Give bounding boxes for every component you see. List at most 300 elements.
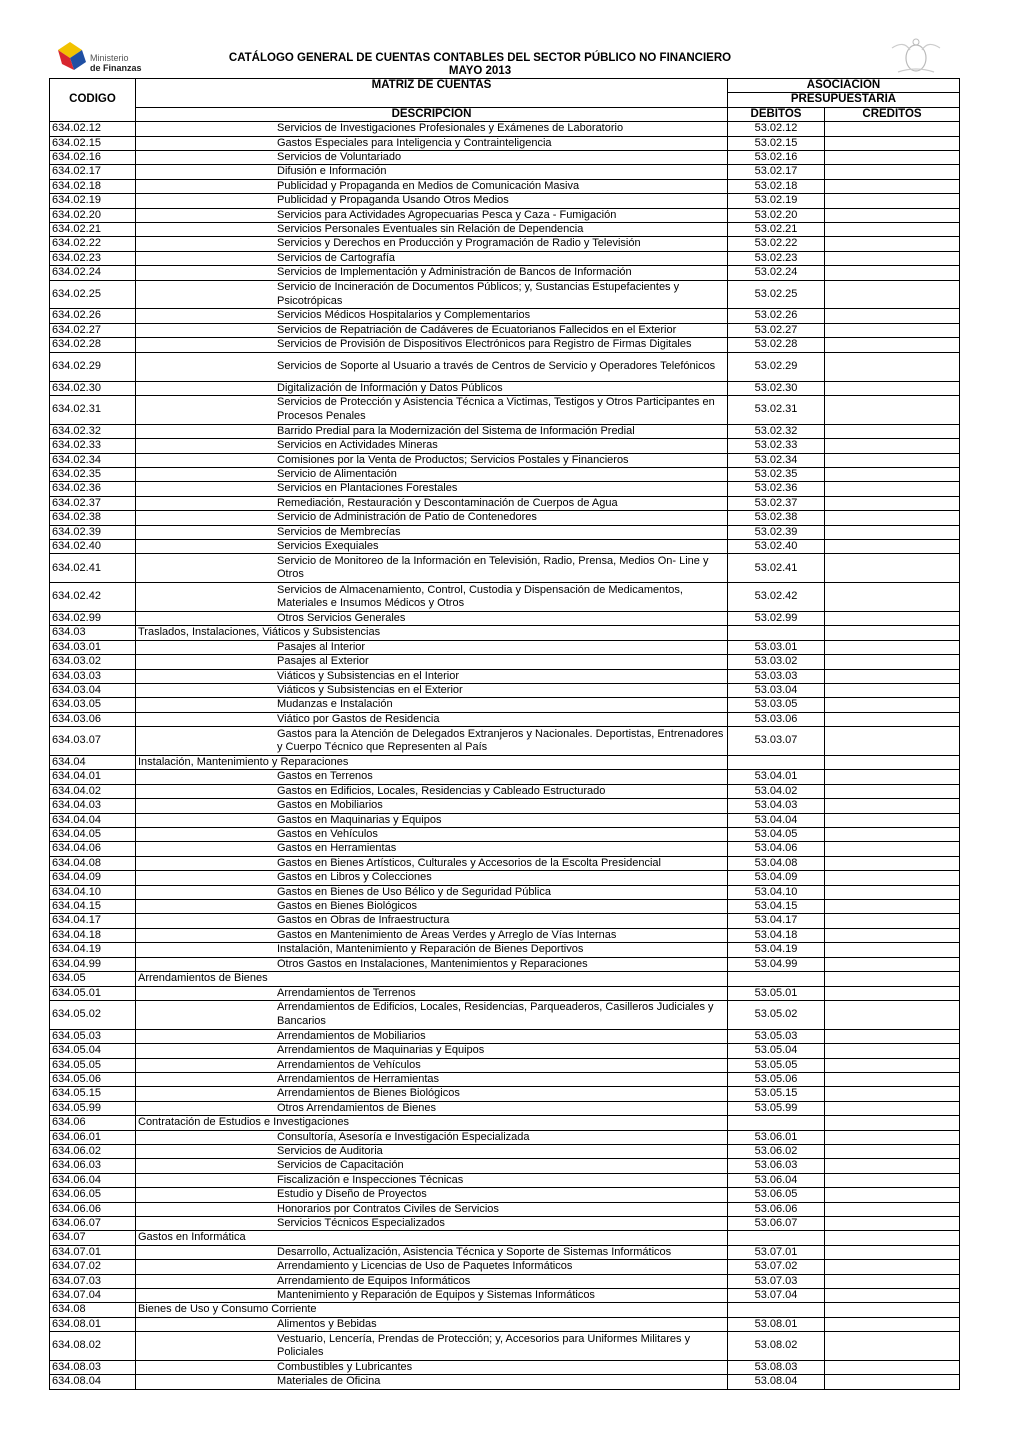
debit-code: 53.02.41 — [728, 554, 825, 583]
debit-code: 53.05.02 — [728, 1000, 825, 1029]
account-description: Barrido Predial para la Modernización del Sistema de Información Predial — [136, 424, 728, 438]
credit-code — [825, 727, 960, 756]
credit-code — [825, 1087, 960, 1101]
credit-code — [825, 611, 960, 625]
account-description: Gastos en Herramientas — [136, 842, 728, 856]
table-row — [50, 338, 960, 352]
account-code: 634.02.24 — [50, 266, 136, 280]
account-description: Servicios Exequiales — [136, 539, 728, 553]
table-row — [50, 1087, 960, 1101]
account-description: Comisiones por la Venta de Productos; Servicios Postales y Financieros — [136, 453, 728, 467]
account-description: Remediación, Restauración y Descontaminación de Cuerpos de Agua — [136, 496, 728, 510]
account-description: Servicios de Capacitación — [136, 1159, 728, 1173]
account-description: Gastos en Vehículos — [136, 828, 728, 842]
debit-code: 53.05.15 — [728, 1087, 825, 1101]
credit-code — [825, 1044, 960, 1058]
debit-code: 53.05.03 — [728, 1029, 825, 1043]
debit-code: 53.08.04 — [728, 1375, 825, 1389]
account-description: Arrendamientos de Bienes Biológicos — [136, 1087, 728, 1101]
account-description: Vestuario, Lencería, Prendas de Protección; y, Accesorios para Uniformes Militares y Policiales — [136, 1332, 728, 1361]
debit-code: 53.02.34 — [728, 453, 825, 467]
credit-code — [825, 626, 960, 640]
debit-code: 53.06.04 — [728, 1173, 825, 1187]
table-row — [50, 1231, 960, 1245]
debit-code: 53.02.26 — [728, 309, 825, 323]
credit-code — [825, 1260, 960, 1274]
table-row — [50, 1216, 960, 1230]
table-row — [50, 1072, 960, 1086]
credit-code — [825, 770, 960, 784]
debit-code: 53.05.99 — [728, 1101, 825, 1115]
account-description: Fiscalización e Inspecciones Técnicas — [136, 1173, 728, 1187]
account-code: 634.05.99 — [50, 1101, 136, 1115]
account-description: Gastos en Obras de Infraestructura — [136, 914, 728, 928]
account-code: 634.02.35 — [50, 467, 136, 481]
credit-code — [825, 1116, 960, 1130]
debit-code: 53.04.09 — [728, 871, 825, 885]
account-description: Servicios en Actividades Mineras — [136, 439, 728, 453]
table-row — [50, 756, 960, 770]
credit-code — [825, 208, 960, 222]
title-line-1: CATÁLOGO GENERAL DE CUENTAS CONTABLES DEL SECTOR PÚBLICO NO FINANCIERO — [228, 52, 732, 64]
account-description: Difusión e Información — [136, 165, 728, 179]
table-row — [50, 1289, 960, 1303]
debit-code: 53.07.04 — [728, 1289, 825, 1303]
credit-code — [825, 856, 960, 870]
account-description: Servicios y Derechos en Producción y Programación de Radio y Televisión — [136, 237, 728, 251]
debit-code: 53.02.25 — [728, 280, 825, 309]
account-code: 634.04.10 — [50, 885, 136, 899]
credit-code — [825, 828, 960, 842]
debit-code: 53.02.33 — [728, 439, 825, 453]
credit-code — [825, 266, 960, 280]
debit-code: 53.02.21 — [728, 223, 825, 237]
account-code: 634.02.27 — [50, 323, 136, 337]
account-description: Servicios Personales Eventuales sin Relación de Dependencia — [136, 223, 728, 237]
debit-code: 53.03.03 — [728, 669, 825, 683]
credit-code — [825, 712, 960, 726]
header-codigo: CODIGO — [50, 79, 136, 122]
credit-code — [825, 583, 960, 612]
table-row — [50, 683, 960, 697]
account-code: 634.07.02 — [50, 1260, 136, 1274]
credit-code — [825, 1101, 960, 1115]
debit-code: 53.02.24 — [728, 266, 825, 280]
debit-code: 53.02.99 — [728, 611, 825, 625]
table-row — [50, 914, 960, 928]
credit-code — [825, 381, 960, 395]
account-description: Pasajes al Exterior — [136, 655, 728, 669]
account-description: Mantenimiento y Reparación de Equipos y Sistemas Informáticos — [136, 1289, 728, 1303]
account-code: 634.02.15 — [50, 136, 136, 150]
debit-code: 53.05.04 — [728, 1044, 825, 1058]
account-code: 634.03.03 — [50, 669, 136, 683]
debit-code: 53.04.17 — [728, 914, 825, 928]
account-code: 634.07.03 — [50, 1274, 136, 1288]
credit-code — [825, 943, 960, 957]
table-row — [50, 309, 960, 323]
account-code: 634.05.04 — [50, 1044, 136, 1058]
credit-code — [825, 1000, 960, 1029]
debit-code: 53.08.03 — [728, 1361, 825, 1375]
debit-code: 53.03.01 — [728, 640, 825, 654]
credit-code — [825, 539, 960, 553]
header-descripcion: DESCRIPCION — [136, 107, 728, 121]
account-code: 634.05 — [50, 972, 136, 986]
logo-line-1: Ministerio — [90, 53, 129, 63]
account-code: 634.02.34 — [50, 453, 136, 467]
credit-code — [825, 842, 960, 856]
account-description: Servicio de Monitoreo de la Información en Televisión, Radio, Prensa, Medios On- Line y Otros — [136, 554, 728, 583]
account-description: Honorarios por Contratos Civiles de Servicios — [136, 1202, 728, 1216]
table-row — [50, 1361, 960, 1375]
account-description: Servicio de Administración de Patio de Contenedores — [136, 511, 728, 525]
table-row — [50, 986, 960, 1000]
credit-code — [825, 1274, 960, 1288]
account-description: Servicios de Provisión de Dispositivos Electrónicos para Registro de Firmas Digitales — [136, 338, 728, 352]
account-description: Servicios de Soporte al Usuario a través de Centros de Servicio y Operadores Telefónicos — [136, 352, 728, 381]
debit-code: 53.07.03 — [728, 1274, 825, 1288]
account-code: 634.02.12 — [50, 122, 136, 136]
account-code: 634.03.07 — [50, 727, 136, 756]
account-description: Servicios de Membrecías — [136, 525, 728, 539]
account-description: Servicios de Voluntariado — [136, 151, 728, 165]
account-code: 634.02.28 — [50, 338, 136, 352]
credit-code — [825, 136, 960, 150]
debit-code: 53.04.19 — [728, 943, 825, 957]
credit-code — [825, 1058, 960, 1072]
credit-code — [825, 179, 960, 193]
account-description: Gastos en Edificios, Locales, Residencias y Cableado Estructurado — [136, 784, 728, 798]
debit-code: 53.04.99 — [728, 957, 825, 971]
table-row — [50, 784, 960, 798]
debit-code: 53.05.06 — [728, 1072, 825, 1086]
debit-code: 53.06.02 — [728, 1144, 825, 1158]
account-description: Materiales de Oficina — [136, 1375, 728, 1389]
table-row — [50, 395, 960, 424]
coat-of-arms-icon — [888, 36, 944, 76]
table-row — [50, 122, 960, 136]
debit-code: 53.02.27 — [728, 323, 825, 337]
header-creditos: CRÉDITOS — [825, 107, 960, 121]
debit-code: 53.02.15 — [728, 136, 825, 150]
account-code: 634.08.04 — [50, 1375, 136, 1389]
table-row — [50, 972, 960, 986]
account-description: Gastos en Informática — [136, 1231, 728, 1245]
table-row — [50, 1159, 960, 1173]
account-description: Arrendamientos de Mobiliarios — [136, 1029, 728, 1043]
credit-code — [825, 756, 960, 770]
table-row — [50, 655, 960, 669]
credit-code — [825, 122, 960, 136]
debit-code: 53.04.10 — [728, 885, 825, 899]
account-description: Gastos en Mantenimiento de Áreas Verdes y Arreglo de Vías Internas — [136, 928, 728, 942]
account-description: Arrendamientos de Edificios, Locales, Residencias, Parqueaderos, Casilleros Judiciales y Bancarios — [136, 1000, 728, 1029]
table-row — [50, 467, 960, 481]
account-code: 634.05.06 — [50, 1072, 136, 1086]
account-code: 634.04.01 — [50, 770, 136, 784]
account-description: Arrendamientos de Vehículos — [136, 1058, 728, 1072]
credit-code — [825, 237, 960, 251]
account-description: Servicios de Investigaciones Profesionales y Exámenes de Laboratorio — [136, 122, 728, 136]
credit-code — [825, 280, 960, 309]
account-code: 634.04.02 — [50, 784, 136, 798]
debit-code: 53.02.38 — [728, 511, 825, 525]
credit-code — [825, 424, 960, 438]
credit-code — [825, 352, 960, 381]
header-matriz: MATRIZ DE CUENTAS — [136, 79, 728, 108]
table-row — [50, 424, 960, 438]
debit-code — [728, 1116, 825, 1130]
credit-code — [825, 1303, 960, 1317]
account-code: 634.06.05 — [50, 1188, 136, 1202]
account-description: Arrendamientos de Herramientas — [136, 1072, 728, 1086]
credit-code — [825, 900, 960, 914]
credit-code — [825, 309, 960, 323]
debit-code: 53.02.28 — [728, 338, 825, 352]
debit-code: 53.02.42 — [728, 583, 825, 612]
debit-code: 53.02.30 — [728, 381, 825, 395]
account-description: Otros Gastos en Instalaciones, Mantenimientos y Reparaciones — [136, 957, 728, 971]
account-code: 634.02.21 — [50, 223, 136, 237]
debit-code: 53.05.05 — [728, 1058, 825, 1072]
debit-code — [728, 1303, 825, 1317]
account-description: Viáticos y Subsistencias en el Interior — [136, 669, 728, 683]
debit-code: 53.08.02 — [728, 1332, 825, 1361]
table-row — [50, 1044, 960, 1058]
account-code: 634.06.06 — [50, 1202, 136, 1216]
account-code: 634.04.04 — [50, 813, 136, 827]
document-title — [200, 52, 760, 78]
debit-code: 53.04.06 — [728, 842, 825, 856]
account-code: 634.02.40 — [50, 539, 136, 553]
table-row — [50, 1188, 960, 1202]
account-description: Servicio de Alimentación — [136, 467, 728, 481]
credit-code — [825, 395, 960, 424]
account-code: 634.02.18 — [50, 179, 136, 193]
table-row — [50, 712, 960, 726]
account-code: 634.03.04 — [50, 683, 136, 697]
account-description: Publicidad y Propaganda Usando Otros Medios — [136, 194, 728, 208]
credit-code — [825, 698, 960, 712]
table-row — [50, 496, 960, 510]
account-code: 634.04.99 — [50, 957, 136, 971]
table-row — [50, 453, 960, 467]
account-description: Viáticos y Subsistencias en el Exterior — [136, 683, 728, 697]
account-code: 634.02.17 — [50, 165, 136, 179]
title-line-2: MAYO 2013 — [448, 65, 512, 77]
account-code: 634.07.04 — [50, 1289, 136, 1303]
account-description: Servicios de Cartografía — [136, 251, 728, 265]
table-row — [50, 871, 960, 885]
account-description: Mudanzas e Instalación — [136, 698, 728, 712]
account-code: 634.03.05 — [50, 698, 136, 712]
debit-code: 53.02.40 — [728, 539, 825, 553]
debit-code: 53.02.19 — [728, 194, 825, 208]
table-row — [50, 1029, 960, 1043]
account-description: Servicios de Auditoria — [136, 1144, 728, 1158]
credit-code — [825, 1159, 960, 1173]
account-description: Arrendamientos de Maquinarias y Equipos — [136, 1044, 728, 1058]
account-description: Arrendamiento de Equipos Informáticos — [136, 1274, 728, 1288]
debit-code: 53.06.03 — [728, 1159, 825, 1173]
debit-code: 53.07.02 — [728, 1260, 825, 1274]
credit-code — [825, 1130, 960, 1144]
debit-code — [728, 626, 825, 640]
account-description: Servicios de Implementación y Administración de Bancos de Información — [136, 266, 728, 280]
table-row — [50, 626, 960, 640]
credit-code — [825, 323, 960, 337]
credit-code — [825, 799, 960, 813]
account-code: 634.02.19 — [50, 194, 136, 208]
table-row — [50, 698, 960, 712]
account-description: Instalación, Mantenimiento y Reparaciones — [136, 756, 728, 770]
debit-code: 53.04.18 — [728, 928, 825, 942]
table-row — [50, 727, 960, 756]
header-debitos: DÉBITOS — [728, 107, 825, 121]
table-row — [50, 669, 960, 683]
account-code: 634.08 — [50, 1303, 136, 1317]
table-row — [50, 1173, 960, 1187]
account-code: 634.04.09 — [50, 871, 136, 885]
table-row — [50, 280, 960, 309]
credit-code — [825, 1173, 960, 1187]
account-description: Gastos en Mobiliarios — [136, 799, 728, 813]
account-description: Servicios Médicos Hospitalarios y Complementarios — [136, 309, 728, 323]
table-body — [50, 122, 960, 1390]
credit-code — [825, 1245, 960, 1259]
table-row — [50, 1245, 960, 1259]
credit-code — [825, 640, 960, 654]
table-row — [50, 583, 960, 612]
table-row — [50, 151, 960, 165]
account-code: 634.02.26 — [50, 309, 136, 323]
account-code: 634.02.23 — [50, 251, 136, 265]
table-header — [50, 79, 960, 122]
credit-code — [825, 554, 960, 583]
table-row — [50, 1332, 960, 1361]
account-description: Servicios para Actividades Agropecuarias Pesca y Caza - Fumigación — [136, 208, 728, 222]
page-header — [0, 0, 1024, 80]
table-row — [50, 1274, 960, 1288]
debit-code: 53.02.16 — [728, 151, 825, 165]
table-row — [50, 828, 960, 842]
account-description: Otros Arrendamientos de Bienes — [136, 1101, 728, 1115]
account-code: 634.02.20 — [50, 208, 136, 222]
credit-code — [825, 972, 960, 986]
account-description: Contratación de Estudios e Investigaciones — [136, 1116, 728, 1130]
table-row — [50, 1144, 960, 1158]
account-code: 634.04.19 — [50, 943, 136, 957]
debit-code: 53.06.07 — [728, 1216, 825, 1230]
debit-code: 53.06.01 — [728, 1130, 825, 1144]
credit-code — [825, 439, 960, 453]
credit-code — [825, 511, 960, 525]
ministerio-logo-text — [90, 53, 142, 73]
table-row — [50, 482, 960, 496]
table-row — [50, 381, 960, 395]
debit-code: 53.04.05 — [728, 828, 825, 842]
account-code: 634.02.37 — [50, 496, 136, 510]
account-description: Arrendamientos de Bienes — [136, 972, 728, 986]
account-code: 634.02.33 — [50, 439, 136, 453]
account-code: 634.06 — [50, 1116, 136, 1130]
account-code: 634.04.06 — [50, 842, 136, 856]
table-row — [50, 439, 960, 453]
credit-code — [825, 885, 960, 899]
credit-code — [825, 1332, 960, 1361]
account-code: 634.02.22 — [50, 237, 136, 251]
table-row — [50, 237, 960, 251]
credit-code — [825, 986, 960, 1000]
debit-code: 53.04.01 — [728, 770, 825, 784]
credit-code — [825, 784, 960, 798]
table-row — [50, 194, 960, 208]
table-row — [50, 266, 960, 280]
account-description: Servicios Técnicos Especializados — [136, 1216, 728, 1230]
credit-code — [825, 1188, 960, 1202]
debit-code: 53.02.29 — [728, 352, 825, 381]
account-description: Estudio y Diseño de Proyectos — [136, 1188, 728, 1202]
credit-code — [825, 1317, 960, 1331]
table-row — [50, 1101, 960, 1115]
debit-code: 53.02.17 — [728, 165, 825, 179]
account-description: Gastos para la Atención de Delegados Extranjeros y Nacionales. Deportistas, Entrenadores y Cuerpo Técnico que Representen al País — [136, 727, 728, 756]
table-row — [50, 165, 960, 179]
account-code: 634.06.04 — [50, 1173, 136, 1187]
header-asociacion: ASOCIACION — [728, 79, 960, 93]
account-code: 634.08.01 — [50, 1317, 136, 1331]
logo-line-2: de Finanzas — [90, 63, 142, 73]
account-description: Pasajes al Interior — [136, 640, 728, 654]
account-code: 634.04.05 — [50, 828, 136, 842]
debit-code: 53.02.23 — [728, 251, 825, 265]
credit-code — [825, 871, 960, 885]
account-description: Arrendamientos de Terrenos — [136, 986, 728, 1000]
account-description: Publicidad y Propaganda en Medios de Comunicación Masiva — [136, 179, 728, 193]
account-description: Viático por Gastos de Residencia — [136, 712, 728, 726]
table-row — [50, 770, 960, 784]
debit-code: 53.02.18 — [728, 179, 825, 193]
table-row — [50, 136, 960, 150]
account-code: 634.02.41 — [50, 554, 136, 583]
credit-code — [825, 1231, 960, 1245]
debit-code — [728, 1231, 825, 1245]
credit-code — [825, 1072, 960, 1086]
table-row — [50, 525, 960, 539]
table-row — [50, 943, 960, 957]
account-description: Otros Servicios Generales — [136, 611, 728, 625]
account-description: Servicios de Almacenamiento, Control, Custodia y Dispensación de Medicamentos, Materiales e Insumos Médicos y Otros — [136, 583, 728, 612]
table-row — [50, 1202, 960, 1216]
table-row — [50, 885, 960, 899]
table-row — [50, 1130, 960, 1144]
credit-code — [825, 813, 960, 827]
table-row — [50, 223, 960, 237]
table-row — [50, 928, 960, 942]
account-code: 634.08.02 — [50, 1332, 136, 1361]
table-row — [50, 511, 960, 525]
account-code: 634.04.15 — [50, 900, 136, 914]
account-code: 634.05.05 — [50, 1058, 136, 1072]
credit-code — [825, 467, 960, 481]
account-code: 634.05.15 — [50, 1087, 136, 1101]
account-code: 634.04.03 — [50, 799, 136, 813]
debit-code: 53.02.32 — [728, 424, 825, 438]
account-code: 634.02.29 — [50, 352, 136, 381]
account-description: Bienes de Uso y Consumo Corriente — [136, 1303, 728, 1317]
credit-code — [825, 655, 960, 669]
